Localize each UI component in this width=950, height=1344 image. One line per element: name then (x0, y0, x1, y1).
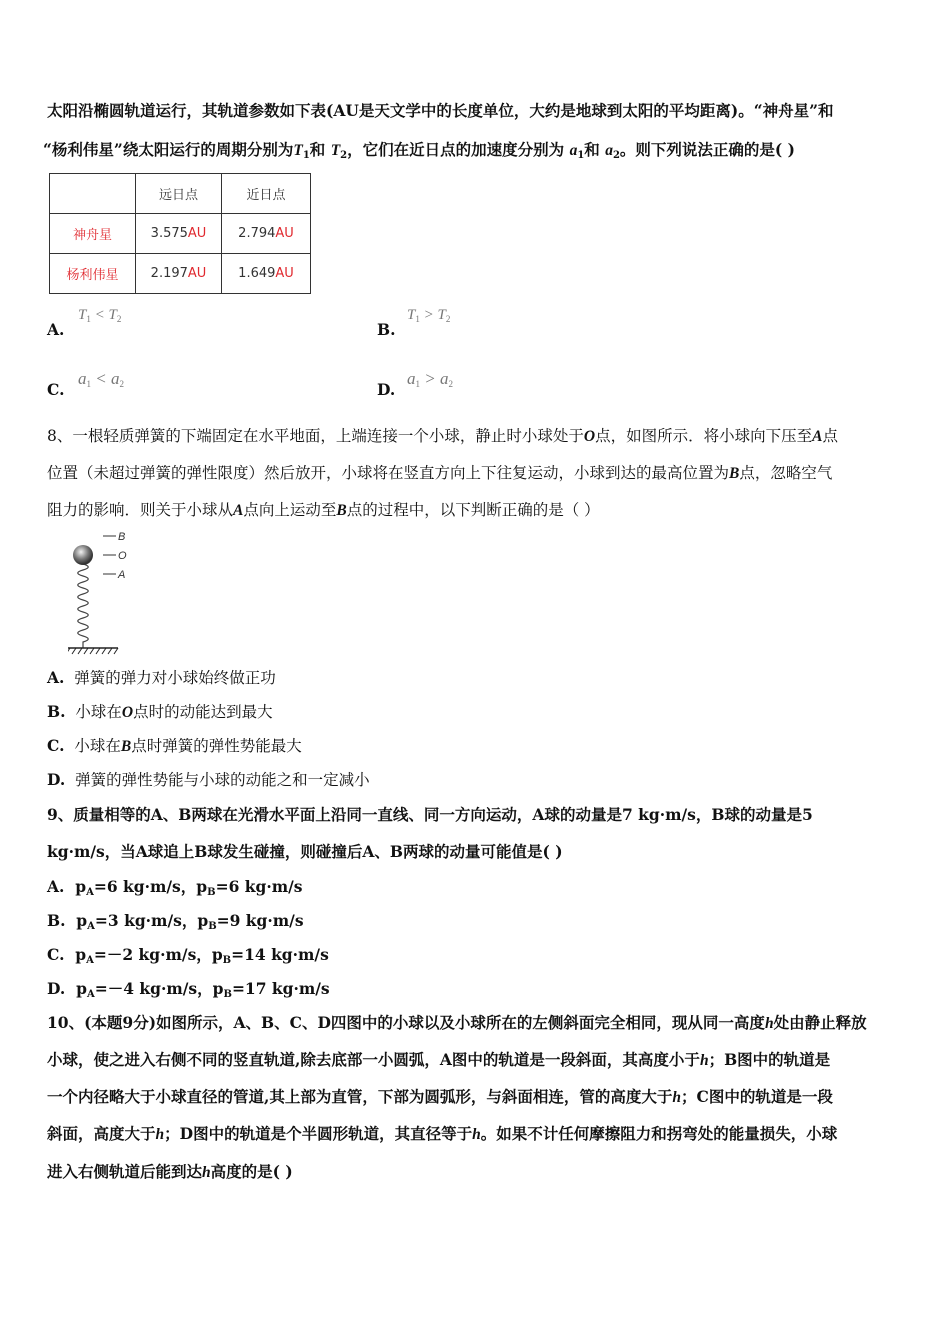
table-header-row (50, 174, 311, 214)
table-header-cell: 远日点 (136, 174, 222, 214)
q10-stem-line3: 一个内径略大于小球直径的管道,其上部为直管，下部为圆弧形，与斜面相连，管的高度大于h；C图中的轨道是一段 (47, 1087, 833, 1106)
q9-option-c[interactable]: C. $p_A=-2$ kg·m/s，$p_B=14$ kg·m/s (47, 945, 329, 966)
q8-option-a[interactable] (47, 668, 276, 688)
q9-option-b[interactable]: B. $p_A=3$ kg·m/s，$p_B=9$ kg·m/s (47, 911, 304, 932)
var-T2: T (330, 142, 341, 159)
text: 点的过程中，以下判断正确的是（ ） (346, 501, 600, 519)
text: 位置（未超过弹簧的弹性限度）然后放开，小球将在竖直方向上下往复运动，小球到达的最高位置为 (47, 464, 730, 482)
q7-option-c-formula: a1 < a2 (78, 369, 124, 389)
option-label: D. (47, 770, 66, 789)
q10-stem-line4: 斜面，高度大于h；D图中的轨道是个半圆形轨道，其直径等于h。如果不计任何摩擦阻力和拐弯处的能量损失，小球 (47, 1124, 838, 1143)
spring-ball-figure (68, 530, 148, 655)
q7-stem-line1: 太阳沿椭圆轨道运行，其轨道参数如下表(AU是天文学中的长度单位，大约是地球到太阳的平均距离)。“神舟星”和 (47, 101, 834, 120)
text: 点 (822, 427, 838, 445)
orbit-parameter-table (49, 173, 311, 294)
table-header-cell: 近日点 (222, 174, 311, 214)
q7-option-a-formula: $T_1 < T_2$ (78, 307, 122, 324)
label-A: A (118, 569, 126, 581)
text: 8、一根轻质弹簧的下端固定在水平地面，上端连接一个小球，静止时小球处于 (47, 427, 584, 445)
q9-option-a[interactable]: A. $p_A=6$ kg·m/s，$p_B=6$ kg·m/s (47, 877, 303, 898)
var-T1: T (293, 142, 303, 159)
ball-icon (73, 545, 93, 565)
unit: AU (187, 226, 207, 241)
label-O: O (118, 550, 127, 562)
option-text: 点时的动能达到最大 (133, 703, 273, 721)
text: 阻力的影响．则关于小球从 (47, 501, 234, 519)
q8-option-d[interactable] (47, 770, 370, 790)
text: 点，忽略空气 (739, 464, 833, 482)
q9-option-d[interactable]: D. $p_A=-4$ kg·m/s，$p_B=17$ kg·m/s (47, 979, 330, 1000)
q10-stem-line1: 10、(本题9分)如图所示，A、B、C、D四图中的小球以及小球所在的左侧斜面完全相同，现从同一高度h处由静止释放 (47, 1013, 867, 1032)
text: 点，如图所示．将小球向下压至 (595, 427, 813, 445)
q7-option-a-label[interactable]: A. (47, 320, 65, 339)
q8-stem-line2 (47, 463, 832, 484)
sub: 2 (612, 150, 620, 161)
q8-stem-line3 (47, 500, 600, 521)
table-row (50, 254, 311, 294)
sub: 2 (340, 150, 348, 161)
q9-stem-line2: kg·m/s，当A球追上B球发生碰撞，则碰撞后A、B两球的动量可能值是( ) (47, 842, 563, 861)
text: ，它们在近日点的加速度分别为 (347, 140, 565, 159)
unit: AU (275, 226, 294, 241)
text: “杨利伟星”绕太阳运行的周期分别为 (43, 140, 294, 159)
text: 和 (584, 140, 600, 159)
option-label: A. (47, 668, 65, 687)
var-a2: a (605, 142, 613, 159)
table-cell-near (222, 254, 311, 294)
option-text: 弹簧的弹力对小球始终做正功 (74, 669, 276, 687)
value: 2.794 (238, 226, 276, 241)
q10-stem-line5: 进入右侧轨道后能到达h高度的是( ) (47, 1162, 293, 1181)
var-O: O (583, 428, 596, 445)
unit: AU (275, 266, 294, 281)
var-A: A (233, 502, 244, 519)
value: 2.197 (150, 266, 188, 281)
var-B: B (729, 465, 740, 482)
q8-option-c[interactable] (47, 736, 302, 757)
q7-option-d-formula: a1 > a2 (407, 369, 453, 389)
q7-option-c-label[interactable]: C. (47, 380, 65, 399)
var-B: B (120, 738, 132, 755)
q8-stem-line1 (47, 426, 838, 447)
table-row (50, 214, 311, 254)
q9-stem-line1: 9、质量相等的A、B两球在光滑水平面上沿同一直线、同一方向运动，A球的动量是7 kg·m/s，B球的动量是5 (47, 805, 813, 824)
q7-option-d-label[interactable]: D. (377, 380, 396, 399)
text: 点向上运动至 (243, 501, 337, 519)
table-header-cell (50, 174, 136, 214)
option-text: 小球在 (75, 703, 122, 721)
spring-icon (78, 564, 89, 648)
table-cell-far (136, 214, 222, 254)
table-cell-name: 杨利伟星 (50, 254, 136, 294)
q8-option-b[interactable] (47, 702, 273, 723)
var-A: A (812, 428, 823, 445)
label-B: B (118, 531, 126, 543)
option-text: 点时弹簧的弹性势能最大 (131, 737, 302, 755)
table-cell-far (136, 254, 222, 294)
q7-option-b-formula: $T_1 > T_2$ (407, 307, 451, 324)
sub: 1 (577, 150, 585, 161)
var-B: B (336, 502, 347, 519)
option-label: B. (47, 702, 66, 721)
option-text: 弹簧的弹性势能与小球的动能之和一定减小 (75, 771, 370, 789)
var-O: O (121, 704, 134, 721)
q7-option-b-label[interactable]: B. (377, 320, 396, 339)
value: 1.649 (238, 266, 276, 281)
var-a1: a (569, 142, 578, 159)
table-cell-near (222, 214, 311, 254)
text: 。则下列说法正确的是( ) (619, 140, 795, 159)
sub: 1 (302, 150, 310, 161)
table-cell-name: 神舟星 (50, 214, 136, 254)
option-label: C. (47, 736, 65, 755)
q10-stem-line2: 小球，使之进入右侧不同的竖直轨道,除去底部一小圆弧，A图中的轨道是一段斜面，其高度小于h；B图中的轨道是 (47, 1050, 831, 1069)
unit: AU (187, 266, 207, 281)
text: 和 (309, 140, 326, 159)
q7-stem-line2 (43, 140, 795, 166)
option-text: 小球在 (74, 737, 121, 755)
value: 3.575 (150, 226, 188, 241)
